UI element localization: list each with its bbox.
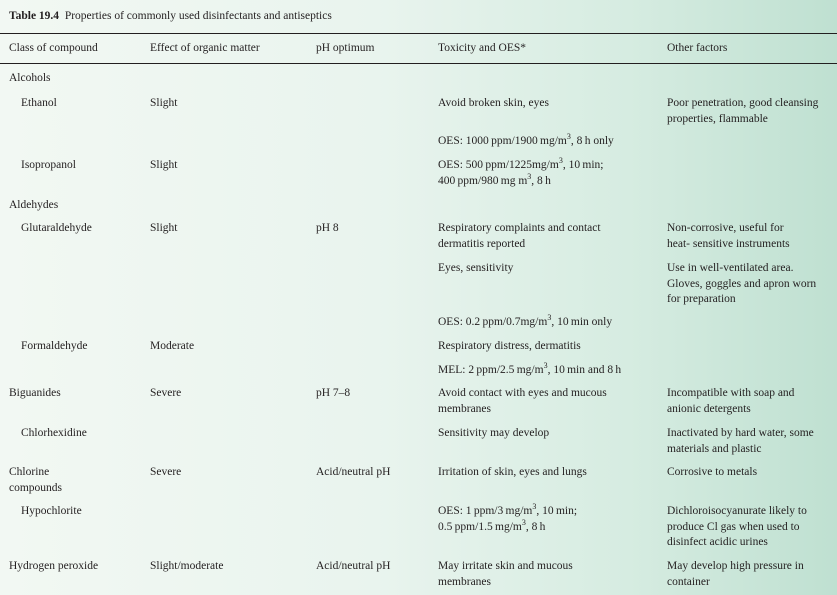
chlorhexidine-toxicity: Sensitivity may develop — [438, 427, 550, 439]
header-class: Class of compound — [9, 42, 98, 54]
biguanides-other: Incompatible with soap and anionic detergents — [667, 387, 795, 415]
table-caption — [9, 10, 332, 22]
chlorine-toxicity: Irritation of skin, eyes and lungs — [438, 466, 587, 478]
glutaraldehyde-other: Non-corrosive, useful for heat- sensitive instruments — [667, 222, 790, 250]
hydrogen-peroxide-organic: Slight/moderate — [150, 560, 224, 572]
chlorine-other: Corrosive to metals — [667, 466, 758, 478]
class-aldehydes: Aldehydes — [9, 199, 59, 211]
glutaraldehyde-oes: OES: 0.2 ppm/$0.7mg/m^3$, 10 min only — [438, 313, 613, 328]
hydrogen-peroxide-toxicity: May irritate skin and mucous membranes — [438, 560, 573, 588]
isopropanol-oes: OES: 500 ppm/$1225mg/m^3$, 10 min; 400 ppm/980 mg $m^3$, 8 h — [438, 156, 604, 187]
compound-ethanol: Ethanol — [21, 97, 57, 109]
glutaraldehyde-ventilation: Use in well-ventilated area. Gloves, goggles and apron worn for preparation — [667, 262, 817, 305]
header-organic: Effect of organic matter — [150, 42, 260, 54]
formaldehyde-mel: MEL: 2 ppm/2.5 $mg/m^3$, 10 min and 8 h — [438, 361, 622, 376]
compound-chlorhexidine: Chlorhexidine — [21, 427, 87, 439]
formaldehyde-toxicity: Respiratory distress, dermatitis — [438, 340, 581, 352]
hypochlorite-other: Dichloroisocyanurate likely to produce Cl gas when used to disinfect acidic urines — [667, 505, 807, 548]
biguanides-toxicity: Avoid contact with eyes and mucous membranes — [438, 387, 607, 415]
ethanol-toxicity: Avoid broken skin, eyes — [438, 97, 549, 109]
class-hydrogen-peroxide: Hydrogen peroxide — [9, 560, 99, 572]
class-biguanides: Biguanides — [9, 387, 61, 399]
top-rule — [0, 33, 837, 34]
ethanol-oes: OES: 1000 ppm/1900 $mg/m^3$, 8 h only — [438, 132, 614, 147]
header-rule — [0, 63, 837, 64]
header-toxicity: Toxicity and OES* — [438, 42, 526, 54]
class-chlorine: Chlorine compounds — [9, 466, 63, 494]
compound-glutaraldehyde: Glutaraldehyde — [21, 222, 92, 234]
compound-hypochlorite: Hypochlorite — [21, 505, 82, 517]
table-title: Properties of commonly used disinfectants and antiseptics — [64, 10, 332, 22]
biguanides-organic: Severe — [150, 387, 182, 399]
hypochlorite-oes: OES: 1 ppm/3 $mg/m^3$, 10 min; 0.5 ppm/1.5 $mg/m^3$, 8 h — [438, 502, 578, 533]
compound-isopropanol: Isopropanol — [21, 159, 76, 171]
biguanides-ph: pH 7–8 — [316, 387, 351, 399]
ethanol-other — [667, 96, 818, 127]
glutaraldehyde-toxicity: Respiratory complaints and contact dermatitis reported — [438, 222, 601, 250]
table-number: Table 19.4 — [9, 10, 60, 22]
chlorhexidine-other: Inactivated by hard water, some materials and plastic — [667, 427, 814, 455]
chlorine-ph: Acid/neutral pH — [316, 466, 391, 478]
ethanol-other-line2: properties, flammable — [667, 112, 768, 125]
hydrogen-peroxide-other: May develop high pressure in container — [667, 560, 804, 588]
glutaraldehyde-ph: pH 8 — [316, 222, 339, 234]
chlorine-organic: Severe — [150, 466, 182, 478]
compound-formaldehyde: Formaldehyde — [21, 340, 88, 352]
glutaraldehyde-organic: Slight — [150, 222, 178, 234]
hydrogen-peroxide-ph: Acid/neutral pH — [316, 560, 391, 572]
ethanol-organic: Slight — [150, 97, 178, 109]
class-alcohols: Alcohols — [9, 72, 51, 84]
header-other: Other factors — [667, 42, 728, 54]
formaldehyde-organic: Moderate — [150, 340, 195, 352]
glutaraldehyde-eyes: Eyes, sensitivity — [438, 262, 514, 274]
header-ph: pH optimum — [316, 42, 375, 54]
ethanol-other-line1: Poor penetration, good cleansing — [667, 97, 819, 109]
isopropanol-organic: Slight — [150, 159, 178, 171]
